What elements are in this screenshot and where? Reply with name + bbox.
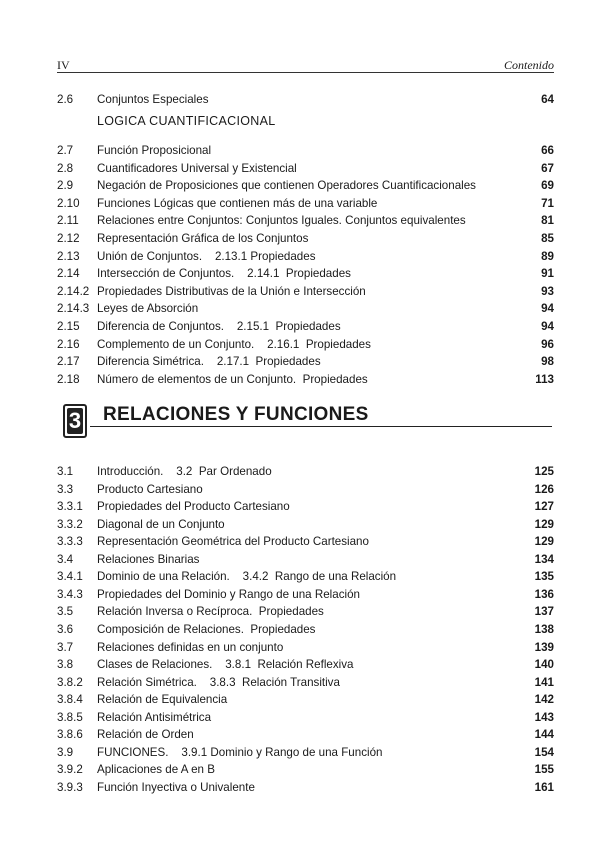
toc-entry [57,482,554,498]
toc-entry-title: Función Proposicional [97,144,212,157]
toc-entry-title: FUNCIONES. 3.9.1 Dominio y Rango de una Función [97,745,383,759]
toc-entry [57,92,554,108]
toc-entry [57,552,554,568]
toc-entry [57,657,554,673]
toc-entry-title: Dominio de una Relación. 3.4.2 Rango de una Relación [97,570,397,584]
toc-entry [57,762,554,778]
toc-entry-number: 2.15 [57,320,80,333]
toc-entry-page: 71 [541,196,554,210]
chapter-number: 3 [68,408,82,433]
toc-entry-page: 134 [534,552,554,566]
toc-entry-title: Cuantificadores Universal y Existencial [97,161,297,175]
toc-entry [57,196,554,212]
toc-entry-title: Clases de Relaciones. 3.8.1 Relación Reflexiva [97,658,354,672]
toc-entry-number: 3.1 [57,465,74,478]
toc-entry-number: 2.18 [57,372,80,386]
chapter-number-badge [63,404,87,438]
toc-entry-title: Propiedades del Producto Cartesiano [97,500,290,514]
toc-entry-number: 3.4.3 [57,587,83,601]
toc-entry-number: 2.13 [57,249,80,263]
toc-entry-number: 3.8.4 [57,693,83,707]
toc-entry-page: 135 [534,570,554,584]
toc-entry-title: Relaciones definidas en un conjunto [97,640,284,654]
toc-entry-number: 2.11 [57,214,79,228]
toc-entry [57,745,554,761]
toc-entry [57,569,554,585]
toc-entry-title: Diagonal de un Conjunto [97,517,225,531]
toc-entry-title: Producto Cartesiano [97,482,203,496]
toc-entry-number: 3.4.1 [57,570,83,584]
header-rule [57,72,554,73]
toc-entry-page: 129 [534,535,554,549]
toc-entry-title: Número de elementos de un Conjunto. Propiedades [97,372,368,386]
toc-entry-number: 3.8 [57,658,74,672]
toc-entry [57,780,554,796]
toc-entry-number: 3.3.3 [57,535,83,549]
toc-entry-page: 138 [534,622,554,636]
toc-entry-page: 155 [534,763,554,777]
toc-entry-title: Representación Gráfica de los Conjuntos [97,232,309,245]
toc-entry [57,354,554,370]
toc-entry-page: 94 [541,302,554,316]
toc-entry-title: Composición de Relaciones. Propiedades [97,622,316,636]
toc-entry-number: 3.3.2 [57,517,83,531]
chapter-rule [90,426,552,427]
section-heading: LOGICA CUANTIFICACIONAL [97,114,276,128]
toc-entry-number: 3.3 [57,482,74,496]
toc-entry-number: 2.10 [57,196,80,210]
toc-entry-number: 3.7 [57,640,74,654]
toc-entry-number: 2.14.3 [57,302,90,316]
toc-entry-page: 137 [534,605,554,619]
toc-entry-title: Complemento de un Conjunto. 2.16.1 Propiedades [97,337,371,351]
toc-entry-number: 2.7 [57,144,74,157]
toc-entry-number: 3.9.2 [57,763,83,777]
toc-entry-page: 98 [541,355,554,369]
running-title: Contenido [504,58,554,72]
toc-entry-page: 94 [541,320,554,333]
toc-entry [57,372,554,388]
toc-entry [57,675,554,691]
toc-entry-title: Relación Inversa o Recíproca. Propiedades [97,605,324,619]
toc-entry-number: 2.6 [57,93,74,106]
toc-entry [57,266,554,282]
toc-entry-title: Relaciones entre Conjuntos: Conjuntos Iguales. Conjuntos equivalentes [97,214,466,228]
toc-entry-page: 125 [534,465,554,478]
toc-entry-title: Conjuntos Especiales [97,93,209,106]
toc-entry-page: 89 [541,249,554,263]
toc-entry-page: 64 [541,93,554,106]
toc-entry-title: Negación de Proposiciones que contienen Operadores Cuantificacionales [97,179,476,193]
toc-entry-number: 2.14.2 [57,284,90,298]
toc-entry-title: Relación de Orden [97,728,194,742]
toc-entry [57,604,554,620]
toc-entry-title: Función Inyectiva o Univalente [97,780,255,794]
toc-entry-title: Intersección de Conjuntos. 2.14.1 Propiedades [97,267,351,281]
toc-entry-number: 3.8.6 [57,728,83,742]
toc-entry [57,337,554,353]
toc-entry-page: 141 [534,675,554,689]
toc-entry [57,710,554,726]
toc-entry-title: Diferencia Simétrica. 2.17.1 Propiedades [97,355,321,369]
toc-entry-number: 2.9 [57,179,74,193]
toc-entry-number: 2.12 [57,232,80,245]
toc-entry [57,499,554,515]
toc-entry-number: 2.16 [57,337,80,351]
toc-entry-number: 3.8.2 [57,675,83,689]
toc-entry-title: Relación Antisimétrica [97,710,212,724]
toc-entry-title: Diferencia de Conjuntos. 2.15.1 Propiedades [97,320,341,333]
toc-entry [57,161,554,177]
chapter-title: RELACIONES Y FUNCIONES [103,404,369,425]
toc-entry-page: 85 [541,232,554,245]
toc-entry [57,727,554,743]
toc-entry-number: 3.9.3 [57,780,83,794]
toc-entry [57,213,554,229]
toc-entry [57,640,554,656]
toc-entry-page: 142 [534,693,554,707]
toc-entry-number: 3.8.5 [57,710,83,724]
toc-entry [57,587,554,603]
toc-entry-page: 69 [541,179,554,193]
toc-entry-number: 2.8 [57,161,74,175]
toc-entry-title: Relación de Equivalencia [97,693,228,707]
toc-entry-page: 96 [541,337,554,351]
toc-entry-title: Relación Simétrica. 3.8.3 Relación Transitiva [97,675,340,689]
toc-entry-number: 3.6 [57,622,74,636]
toc-entry-page: 154 [534,745,554,759]
toc-entry-page: 93 [541,284,554,298]
toc-entry-number: 2.14 [57,267,80,281]
toc-entry-page: 113 [535,372,554,386]
page-number: IV [57,58,70,72]
toc-entry-page: 136 [534,587,554,601]
toc-entry [57,692,554,708]
toc-entry-number: 3.3.1 [57,500,83,514]
toc-entry [57,178,554,194]
toc-entry-page: 81 [541,214,554,228]
toc-entry-number: 3.4 [57,552,74,566]
toc-entry [57,284,554,300]
toc-entry-page: 139 [534,640,554,654]
toc-entry [57,319,554,335]
toc-entry-page: 91 [541,267,554,281]
toc-entry-page: 161 [534,780,554,794]
toc-entry-page: 126 [534,482,554,496]
toc-entry [57,517,554,533]
toc-entry-page: 129 [534,517,554,531]
toc-entry-title: Introducción. 3.2 Par Ordenado [97,465,272,478]
toc-entry-page: 67 [541,161,554,175]
toc-entry [57,231,554,247]
toc-entry-title: Relaciones Binarias [97,552,200,566]
toc-entry-title: Unión de Conjuntos. 2.13.1 Propiedades [97,249,316,263]
toc-entry [57,301,554,317]
toc-entry-page: 127 [534,500,554,514]
toc-entry-number: 2.17 [57,355,80,369]
toc-entry-title: Funciones Lógicas que contienen más de una variable [97,196,378,210]
toc-entry-page: 143 [534,710,554,724]
toc-entry [57,143,554,159]
toc-entry-title: Propiedades Distributivas de la Unión e Intersección [97,284,366,298]
toc-entry-title: Aplicaciones de A en B [97,763,215,777]
toc-entry-number: 3.5 [57,605,74,619]
toc-entry-title: Propiedades del Dominio y Rango de una Relación [97,587,360,601]
toc-entry-title: Representación Geométrica del Producto Cartesiano [97,535,369,549]
toc-entry [57,249,554,265]
toc-entry [57,464,554,480]
toc-entry-page: 140 [534,658,554,672]
toc-entry-number: 3.9 [57,745,74,759]
toc-entry [57,534,554,550]
toc-entry [57,622,554,638]
toc-entry-page: 144 [534,728,554,742]
toc-entry-title: Leyes de Absorción [97,302,199,316]
toc-entry-page: 66 [541,144,554,157]
